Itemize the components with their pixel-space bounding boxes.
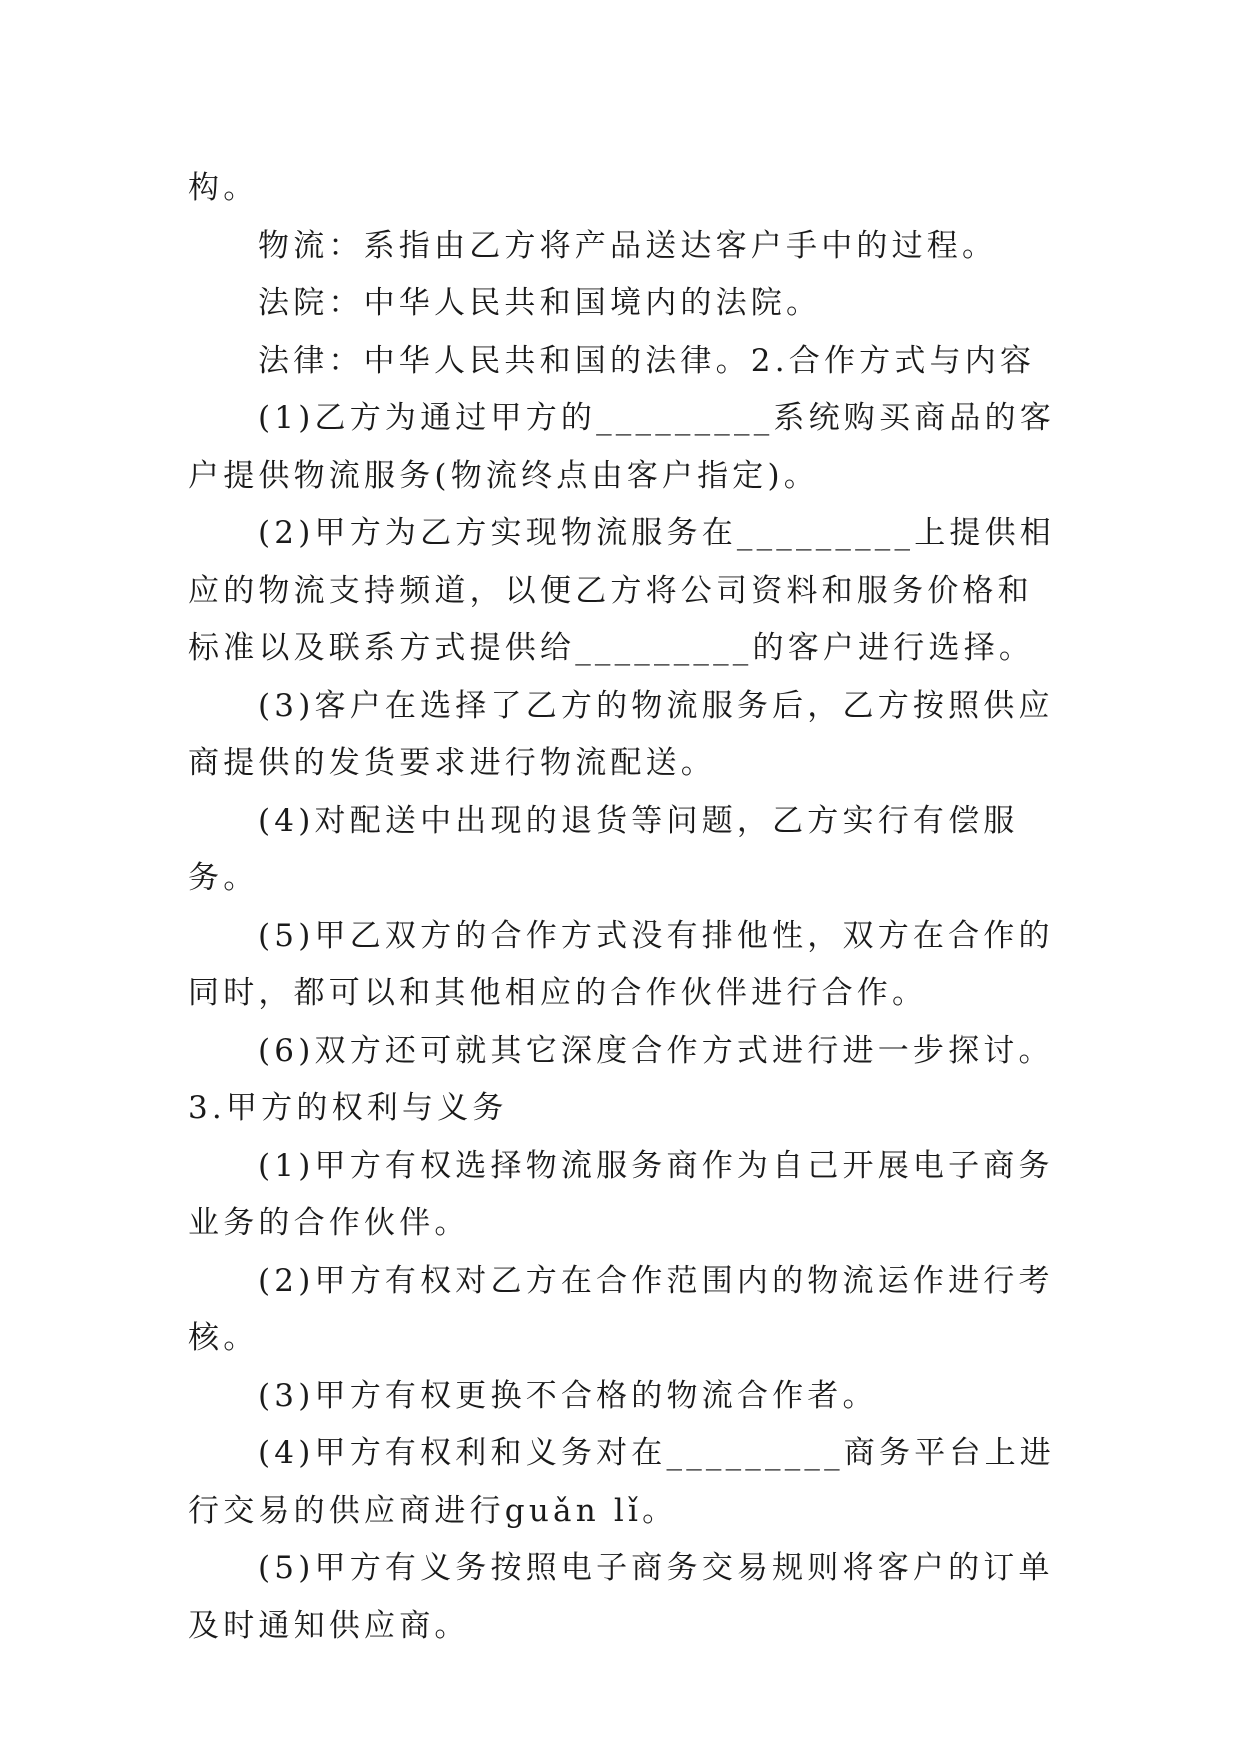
paragraph: 法律：中华人民共和国的法律。2.合作方式与内容	[258, 342, 1036, 379]
paragraph: 法院：中华人民共和国境内的法院。	[258, 285, 822, 321]
paragraph: (5)甲方有义务按照电子商务交易规则将客户的订单及时通知供应商。	[188, 1550, 1054, 1644]
paragraph: (4)对配送中出现的退货等问题，乙方实行有偿服务。	[188, 802, 1019, 896]
paragraph: (4)甲方有权利和义务对在_________商务平台上进行交易的供应商进行guǎn lǐ。	[188, 1435, 1056, 1529]
paragraph: (1)甲方有权选择物流服务商作为自己开展电子商务业务的合作伙伴。	[188, 1147, 1054, 1241]
paragraph: 物流：系指由乙方将产品送达客户手中的过程。	[258, 227, 998, 264]
paragraph: (1)乙方为通过甲方的_________系统购买商品的客户提供物流服务(物流终点由客户指定)。	[188, 400, 1056, 494]
paragraph: (6)双方还可就其它深度合作方式进行进一步探讨。3.甲方的权利与义务	[188, 1032, 1054, 1126]
paragraph: (2)甲方为乙方实现物流服务在_________上提供相应的物流支持频道，以便乙方将公司资料和服务价格和标准以及联系方式提供给_________的客户进行选择。	[188, 515, 1056, 666]
paragraph: (5)甲乙双方的合作方式没有排他性，双方在合作的同时，都可以和其他相应的合作伙伴进行合作。	[188, 917, 1054, 1011]
document-body	[188, 160, 1060, 1655]
paragraph: (3)客户在选择了乙方的物流服务后，乙方按照供应商提供的发货要求进行物流配送。	[188, 687, 1054, 781]
paragraph: (3)甲方有权更换不合格的物流合作者。	[258, 1377, 878, 1414]
paragraph: 构。	[188, 170, 259, 206]
paragraph: (2)甲方有权对乙方在合作范围内的物流运作进行考核。	[188, 1262, 1054, 1356]
